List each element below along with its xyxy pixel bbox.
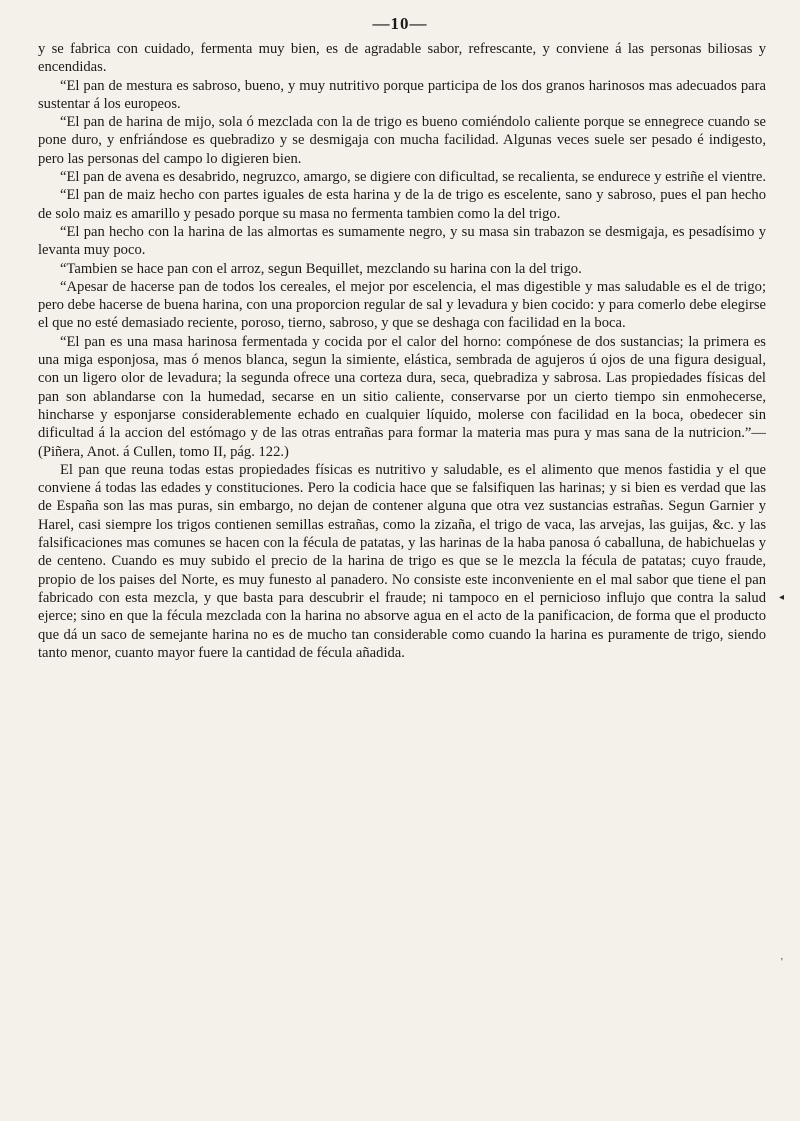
paragraph: “Apesar de hacerse pan de todos los cereales, el mejor por escelencia, el mas digestible y mas saludable es el de trigo; pero debe hacerse de buena harina, con una proporcion regular de sal y levadura y bien cocido: y para comerlo debe elegirse el que no esté demasiado reciente, poroso, tierno, sabroso, y que se deshaga con facilidad en la boca. <box>38 278 766 332</box>
paragraph: “El pan hecho con la harina de las almortas es sumamente negro, y su masa sin trabazon se desmigaja, es pesadísimo y levanta muy poco. <box>38 223 766 259</box>
paragraph: “El pan de harina de mijo, sola ó mezclada con la de trigo es bueno comiéndolo caliente porque se ennegrece cuando se pone duro, y enfriándose es quebradizo y se desmigaja con mucha facilidad. Algunas veces suele ser pesado é indigesto, pero las personas del campo lo digieren bien. <box>38 114 766 167</box>
paragraph: “El pan de mestura es sabroso, bueno, y muy nutritivo porque participa de los dos granos harinosos mas adecuados para sustentar á los europeos. <box>38 77 766 112</box>
body-text <box>38 40 766 662</box>
page-number: —10— <box>372 14 428 33</box>
paragraph: y se fabrica con cuidado, fermenta muy bien, es de agradable sabor, refrescante, y conviene á las personas biliosas y encendidas. <box>38 41 766 76</box>
paragraph: “El pan de avena es desabrido, negruzco, amargo, se digiere con dificultad, se recalienta, se endurece y estriñe el vientre. <box>60 169 766 186</box>
paragraph: “Tambien se hace pan con el arroz, segun Bequillet, mezclando su harina con la del trigo. <box>60 260 582 277</box>
paragraph: El pan que reuna todas estas propiedades físicas es nutritivo y saludable, es el alimento que menos fastidia y el que conviene á todas las edades y constituciones. Pero la codicia hace que se falsifiquen las harinas; y si bien es verdad que las de España son las mas puras, sin embargo, no dejan de contener alguna que otra vez sustancias estrañas. Segun Garnier y Harel, casi siempre los trigos contienen semillas estrañas, como la zizaña, el trigo de vaca, las arvejas, las guijas, &c. y las falsificaciones mas comunes se hacen con la fécula de patatas, y las harinas de la haba panosa ó caballuna, de habichuelas y de centeno. Cuando es muy subido el precio de la harina de trigo es que se le mezcla la fécula de patatas; cuyo fraude, propio de los paises del Norte, es muy funesto al panadero. No consiste este inconveniente en el mal sabor que tiene el pan fabricado con esta mezcla, y que basta para descubrir el fraude; ni tampoco en el pernicioso influjo que contra la salud ejerce; sino en que la fécula mezclada con la harina no absorve agua en el acto de la panificacion, de forma que el producto que dá un saco de semejante harina no es de mucho tan considerable como cuando la harina es puramente de trigo, siendo tanto menor, cuanto mayor fuere la cantidad de fécula añadida. <box>38 461 766 661</box>
margin-mark-icon: ' <box>781 957 783 968</box>
margin-mark-icon: ◂ <box>779 592 785 603</box>
paragraph: “El pan de maiz hecho con partes iguales de esta harina y de la de trigo es escelente, sano y sabroso, pues el pan hecho de solo maiz es amarillo y pesado porque su masa no fermenta tambien como la del trigo. <box>38 187 766 222</box>
paragraph: “El pan es una masa harinosa fermentada y cocida por el calor del horno: compónese de dos sustancias; la primera es una miga esponjosa, mas ó menos blanca, segun la simiente, elástica, sembrada de agujeros ú ojos de una figura desigual, con un ligero olor de levadura; la segunda ofrece una corteza dura, seca, quebradiza y sabrosa. Las propiedades físicas del pan son ablandarse con la humedad, secarse en un sitio caliente, conservarse por un cierto tiempo sin enmohecerse, hincharse y esponjarse considerablemente echado en cualquier líquido, molerse con facilidad en la boca, obedecer sin dificultad á la accion del estómago y de las otras entrañas para formar la materia mas pura y mas sana de la nutricion.”—(Piñera, Anot. á Cullen, tomo II, pág. 122.) <box>38 333 766 460</box>
